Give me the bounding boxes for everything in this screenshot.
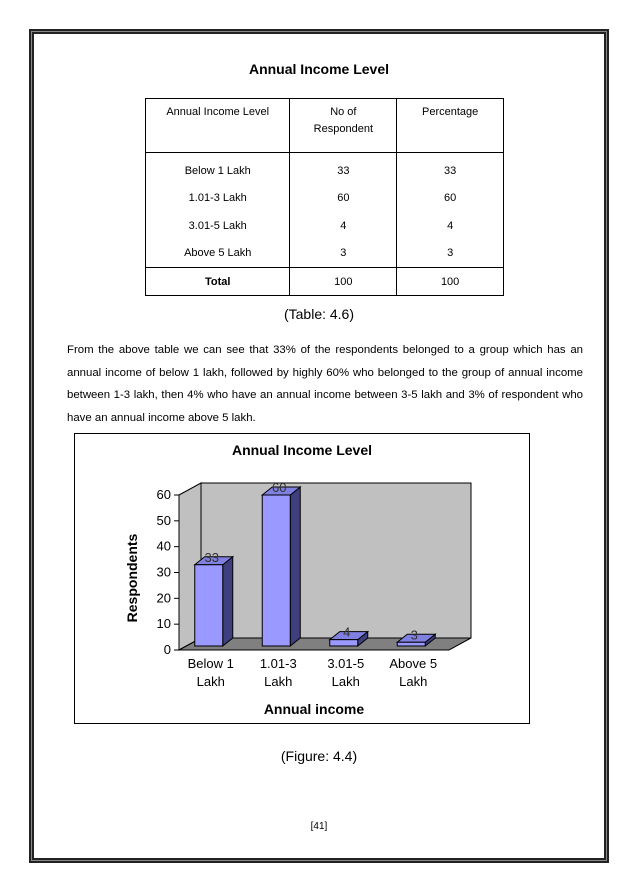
x-tick-label: 1.01-3 (259, 656, 297, 671)
cell-pct: 3 (397, 240, 504, 268)
chart-back-wall (201, 483, 471, 638)
total-count: 100 (290, 268, 397, 296)
cell-level: 3.01-5 Lakh (146, 212, 290, 240)
bar-side (223, 557, 233, 646)
x-tick-label: Lakh (264, 674, 293, 689)
bar (397, 642, 425, 646)
cell-count: 33 (290, 153, 397, 185)
table-row (146, 212, 504, 240)
cell-count: 3 (290, 240, 397, 268)
bar-side (290, 487, 300, 646)
table-row (146, 185, 504, 213)
cell-count: 4 (290, 212, 397, 240)
cell-pct: 4 (397, 212, 504, 240)
y-tick-label: 40 (156, 538, 171, 554)
table-total-row (146, 268, 504, 296)
x-tick-label: 3.01-5 (327, 656, 365, 671)
bar-chart (75, 434, 529, 723)
table-header-row (146, 99, 504, 153)
y-tick-label: 0 (163, 642, 171, 657)
table-caption: (Table: 4.6) (283, 306, 355, 322)
bar (330, 640, 358, 646)
x-tick-label: Above 5 (389, 656, 438, 671)
header-no-of-respondent (290, 99, 397, 153)
data-label: 3 (410, 627, 418, 643)
bar (262, 495, 290, 646)
x-tick-label: Below 1 (187, 656, 234, 671)
y-tick-label: 20 (156, 590, 171, 606)
y-tick-label: 50 (156, 512, 171, 528)
x-tick-label: Lakh (196, 674, 225, 689)
cell-level: 1.01-3 Lakh (146, 185, 290, 213)
x-tick-label: Lakh (399, 674, 428, 689)
total-label: Total (146, 268, 290, 296)
chart-title: Annual Income Level (231, 442, 373, 458)
x-axis-title: Annual income (263, 701, 365, 717)
chart-frame (74, 433, 530, 724)
table-row (146, 153, 504, 185)
data-label: 60 (272, 480, 287, 495)
cell-count: 60 (290, 185, 397, 213)
y-tick-label: 10 (156, 616, 171, 632)
cell-pct: 33 (397, 153, 504, 185)
cell-level: Below 1 Lakh (146, 153, 290, 185)
cell-level: Above 5 Lakh (146, 240, 290, 268)
income-table (145, 98, 504, 296)
bar (195, 565, 223, 646)
page-number: [41] (310, 821, 328, 832)
table-row (146, 240, 504, 268)
data-label: 33 (204, 549, 219, 565)
y-tick-label: 60 (156, 487, 171, 502)
header-no-of-respondent-text: No of Respondent (313, 106, 373, 135)
data-label: 4 (343, 624, 351, 640)
y-axis-title: Respondents (124, 533, 140, 623)
header-percentage: Percentage (397, 99, 504, 153)
y-tick-label: 30 (156, 564, 171, 580)
table-title: Annual Income Level (248, 61, 390, 77)
figure-caption: (Figure: 4.4) (280, 748, 358, 764)
header-income-level: Annual Income Level (146, 99, 290, 153)
x-tick-label: Lakh (331, 674, 360, 689)
total-pct: 100 (397, 268, 504, 296)
cell-pct: 60 (397, 185, 504, 213)
body-paragraph: From the above table we can see that 33% of the respondents belonged to a group which has an annual income of below 1 lakh, followed by highly 60% who belonged to the group of annual income between 1-3 lakh, then 4% who have an annual income between 3-5 lakh and 3% of respondent who have an annual income above 5 lakh. (67, 344, 583, 424)
